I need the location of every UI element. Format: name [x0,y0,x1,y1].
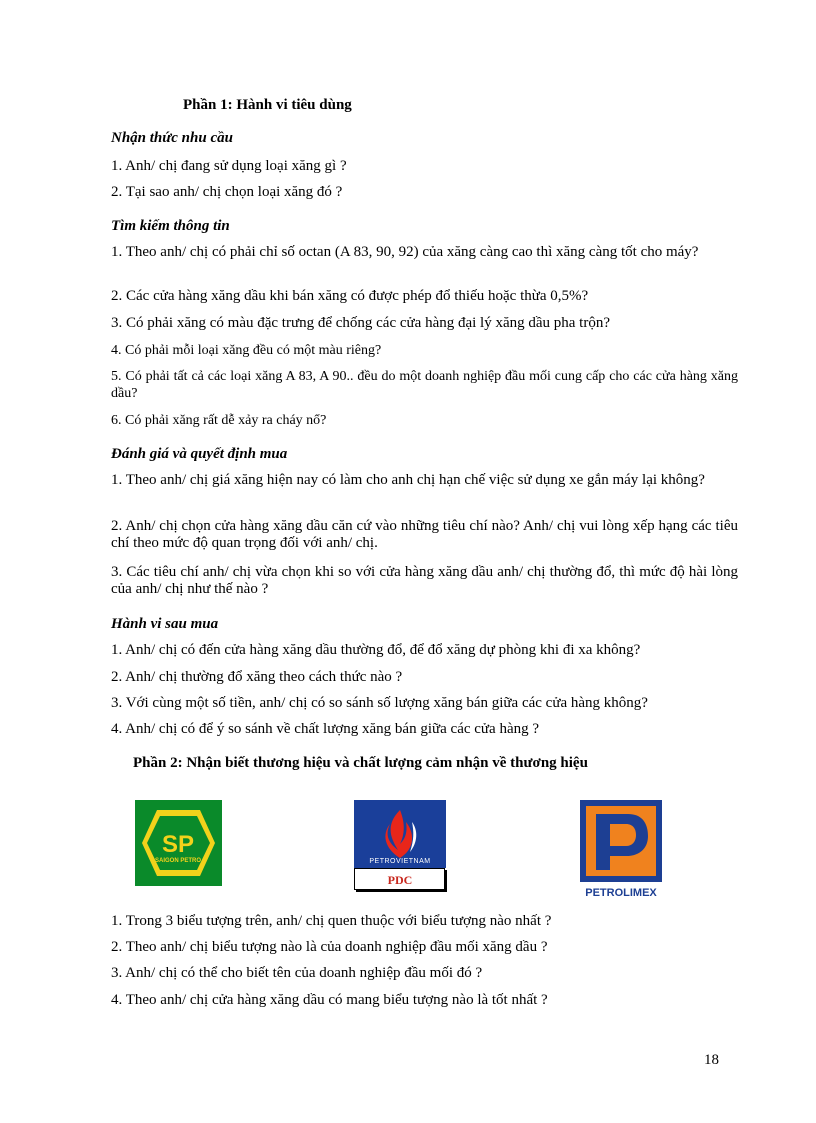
question-item: 1. Anh/ chị có đến cửa hàng xăng dầu thường đổ, để đổ xăng dự phòng khi đi xa không? [111,642,641,658]
part2-title: Phần 2: Nhận biết thương hiệu và chất lượng cảm nhận về thương hiệu [133,755,588,771]
question-item: 3. Có phải xăng có màu đặc trưng để chống các cửa hàng đại lý xăng dầu pha trộn? [111,315,611,331]
question-item: 6. Có phải xăng rất dễ xảy ra cháy nổ? [111,413,327,428]
page-number: 18 [704,1052,719,1068]
section-heading-post-purchase: Hành vi sau mua [111,616,219,632]
svg-text:PETROVIETNAM: PETROVIETNAM [369,858,431,865]
section-heading-information-search: Tìm kiếm thông tin [111,218,230,234]
section-heading-need-recognition: Nhận thức nhu cầu [111,130,233,146]
question-item: 2. Các cửa hàng xăng dầu khi bán xăng có được phép đổ thiếu hoặc thừa 0,5%? [111,288,589,304]
question-item: 2. Tại sao anh/ chị chọn loại xăng đó ? [111,184,343,200]
question-item: 2. Anh/ chị thường đổ xăng theo cách thức nào ? [111,669,403,685]
saigon-petro-logo [135,800,222,886]
question-item: 2. Anh/ chị chọn cửa hàng xăng dầu căn cứ vào những tiêu chí nào? Anh/ chị vui lòng xếp hạng các tiêu chí theo mức độ quan trọng đối với anh/ chị. [111,518,738,551]
question-item: 4. Có phải mỗi loại xăng đều có một màu riêng? [111,343,382,358]
svg-text:PDC: PDC [387,873,413,887]
question-item: 1. Theo anh/ chị có phải chỉ số octan (A 83, 90, 92) của xăng càng cao thì xăng càng tốt cho máy? [111,244,699,260]
section-heading-evaluation-purchase: Đánh giá và quyết định mua [111,446,288,462]
svg-text:SAIGON PETRO: SAIGON PETRO [154,858,202,864]
question-item: 1. Theo anh/ chị giá xăng hiện nay có làm cho anh chị hạn chế việc sử dụng xe gắn máy lại không? [111,472,705,488]
svg-text:PETROLIMEX: PETROLIMEX [585,887,657,898]
question-item: 4. Anh/ chị có để ý so sánh về chất lượng xăng bán giữa các cửa hàng ? [111,721,540,737]
question-item: 3. Anh/ chị có thể cho biết tên của doanh nghiệp đầu mối đó ? [111,965,483,981]
part1-title: Phần 1: Hành vi tiêu dùng [183,97,352,113]
question-item: 5. Có phải tất cả các loại xăng A 83, A 90.. đều do một doanh nghiệp đầu mối cung cấp cho các cửa hàng xăng dầu? [111,369,738,401]
svg-text:SP: SP [161,831,195,858]
petrolimex-logo [578,800,664,898]
question-item: 3. Với cùng một số tiền, anh/ chị có so sánh số lượng xăng bán giữa các cửa hàng không? [111,695,648,711]
petrovietnam-logo [354,800,447,892]
question-item: 2. Theo anh/ chị biểu tượng nào là của doanh nghiệp đầu mối xăng dầu ? [111,939,548,955]
question-item: 1. Anh/ chị đang sử dụng loại xăng gì ? [111,158,347,174]
question-item: 3. Các tiêu chí anh/ chị vừa chọn khi so với cửa hàng xăng dầu anh/ chị thường đổ, thì mức độ hài lòng của anh/ chị như thế nào ? [111,564,738,597]
question-item: 4. Theo anh/ chị cửa hàng xăng dầu có mang biểu tượng nào là tốt nhất ? [111,992,548,1008]
question-item: 1. Trong 3 biểu tượng trên, anh/ chị quen thuộc với biểu tượng nào nhất ? [111,913,552,929]
